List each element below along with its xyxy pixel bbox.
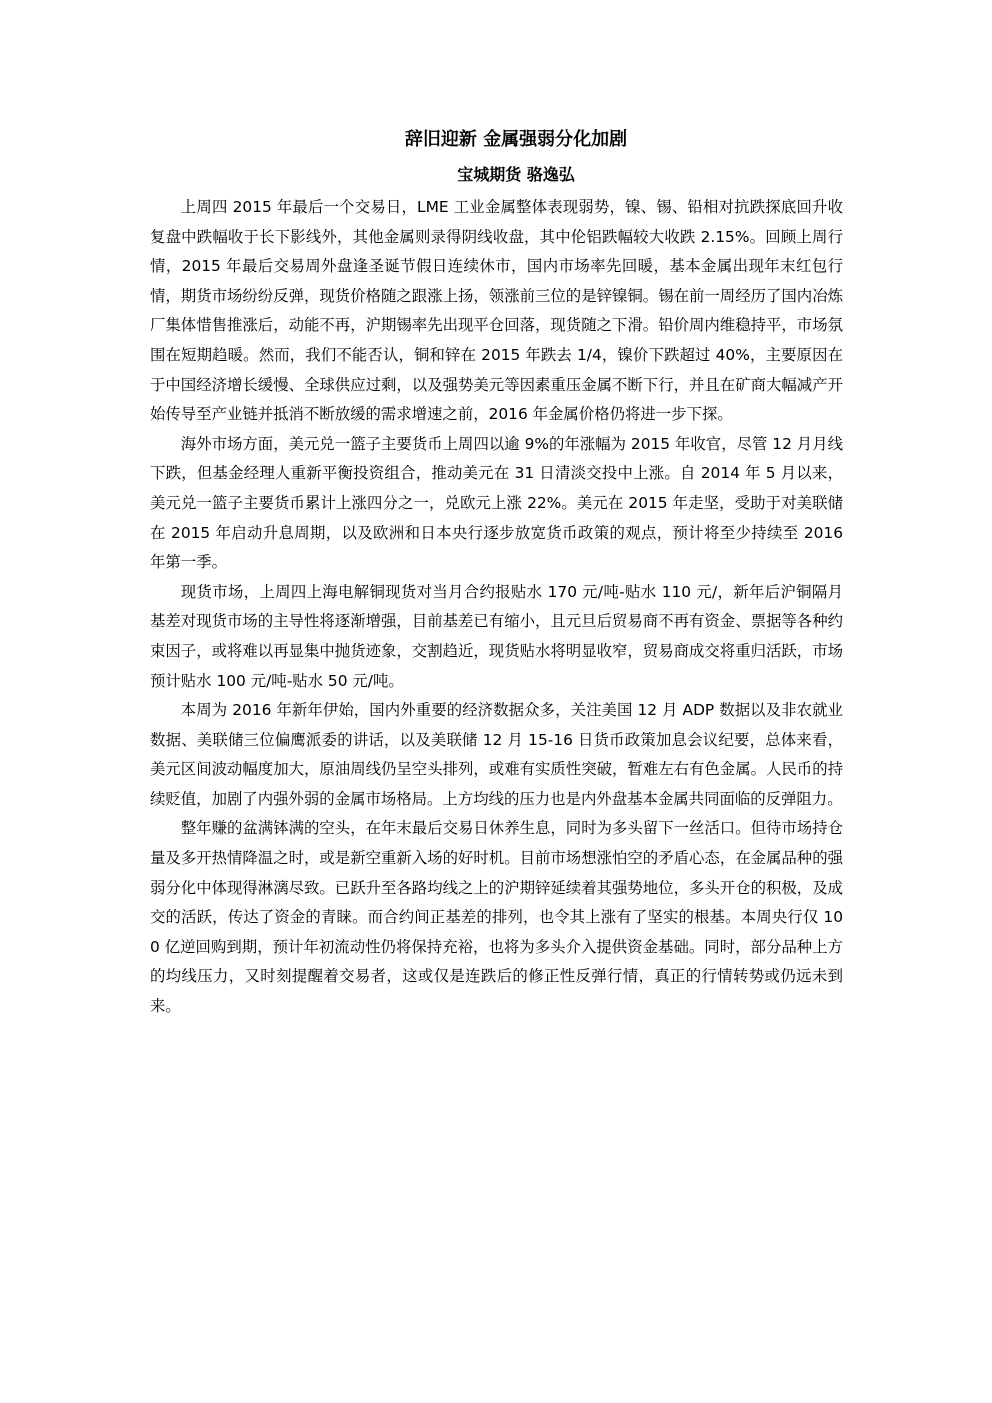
paragraph-3: 现货市场，上周四上海电解铜现货对当月合约报贴水 170 元/吨-贴水 110 元/，新年后沪铜隔月基差对现货市场的主导性将逐渐增强，目前基差已有缩小，且元旦后贸易商不再有资金、票据等各种约束因子，或将难以再显集中抛货迹象，交割趋近，现货贴水将明显收窄，贸易商成交将重归活跃，市场预计贴水 100 元/吨-贴水 50 元/吨。 bbox=[150, 582, 843, 690]
article-body bbox=[150, 193, 843, 1022]
author-byline: 宝城期货 骆逸弘 bbox=[457, 165, 575, 184]
document-title: 辞旧迎新 金属强弱分化加剧 bbox=[404, 129, 628, 150]
paragraph-4: 本周为 2016 年新年伊始，国内外重要的经济数据众多，关注美国 12 月 ADP 数据以及非农就业数据、美联储三位偏鹰派委的讲话，以及美联储 12 月 15-16 日货币政策加息会议纪要，总体来看，美元区间波动幅度加大，原油周线仍呈空头排列，或难有实质性突破，暂难左右有色金属。人民币的持续贬值，加剧了内强外弱的金属市场格局。上方均线的压力也是内外盘基本金属共同面临的反弹阻力。 bbox=[150, 701, 843, 808]
paragraph-1: 上周四 2015 年最后一个交易日，LME 工业金属整体表现弱势，镍、锡、铅相对抗跌探底回升收复盘中跌幅收于长下影线外，其他金属则录得阴线收盘，其中伦铝跌幅较大收跌 2.15%。回顾上周行情，2015 年最后交易周外盘逢圣诞节假日连续休市，国内市场率先回暖，基本金属出现年末红包行情，期货市场纷纷反弹，现货价格随之跟涨上扬，领涨前三位的是锌镍铜。锡在前一周经历了国内冶炼厂集体惜售推涨后，动能不再，沪期锡率先出现平仓回落，现货随之下滑。铅价周内维稳持平，市场氛围在短期趋暖。然而，我们不能否认，铜和锌在 2015 年跌去 1/4，镍价下跌超过 40%，主要原因在于中国经济增长缓慢、全球供应过剩，以及强势美元等因素重压金属不断下行，并且在矿商大幅减产开始传导至产业链并抵消不断放缓的需求增速之前，2016 年金属价格仍将进一步下探。 bbox=[150, 198, 843, 424]
paragraph-2: 海外市场方面，美元兑一篮子主要货币上周四以逾 9%的年涨幅为 2015 年收官，尽管 12 月月线下跌，但基金经理人重新平衡投资组合，推动美元在 31 日清淡交投中上涨。自 2014 年 5 月以来，美元兑一篮子主要货币累计上涨四分之一，兑欧元上涨 22%。美元在 2015 年走坚，受助于对美联储在 2015 年启动升息周期，以及欧洲和日本央行逐步放宽货币政策的观点，预计将至少持续至 2016 年第一季。 bbox=[150, 434, 843, 572]
paragraph-5: 整年赚的盆满钵满的空头，在年末最后交易日休养生息，同时为多头留下一丝活口。但待市场持仓量及多开热情降温之时，或是新空重新入场的好时机。目前市场想涨怕空的矛盾心态，在金属品种的强弱分化中体现得淋漓尽致。已跃升至各路均线之上的沪期锌延续着其强势地位，多头开仓的积极，及成交的活跃，传达了资金的青睐。而合约间正基差的排列，也令其上涨有了坚实的根基。本周央行仅 100 亿逆回购到期，预计年初流动性仍将保持充裕，也将为多头介入提供资金基础。同时，部分品种上方的均线压力，又时刻提醒着交易者，这或仅是连跌后的修正性反弹行情，真正的行情转势或仍远未到来。 bbox=[150, 819, 843, 1016]
